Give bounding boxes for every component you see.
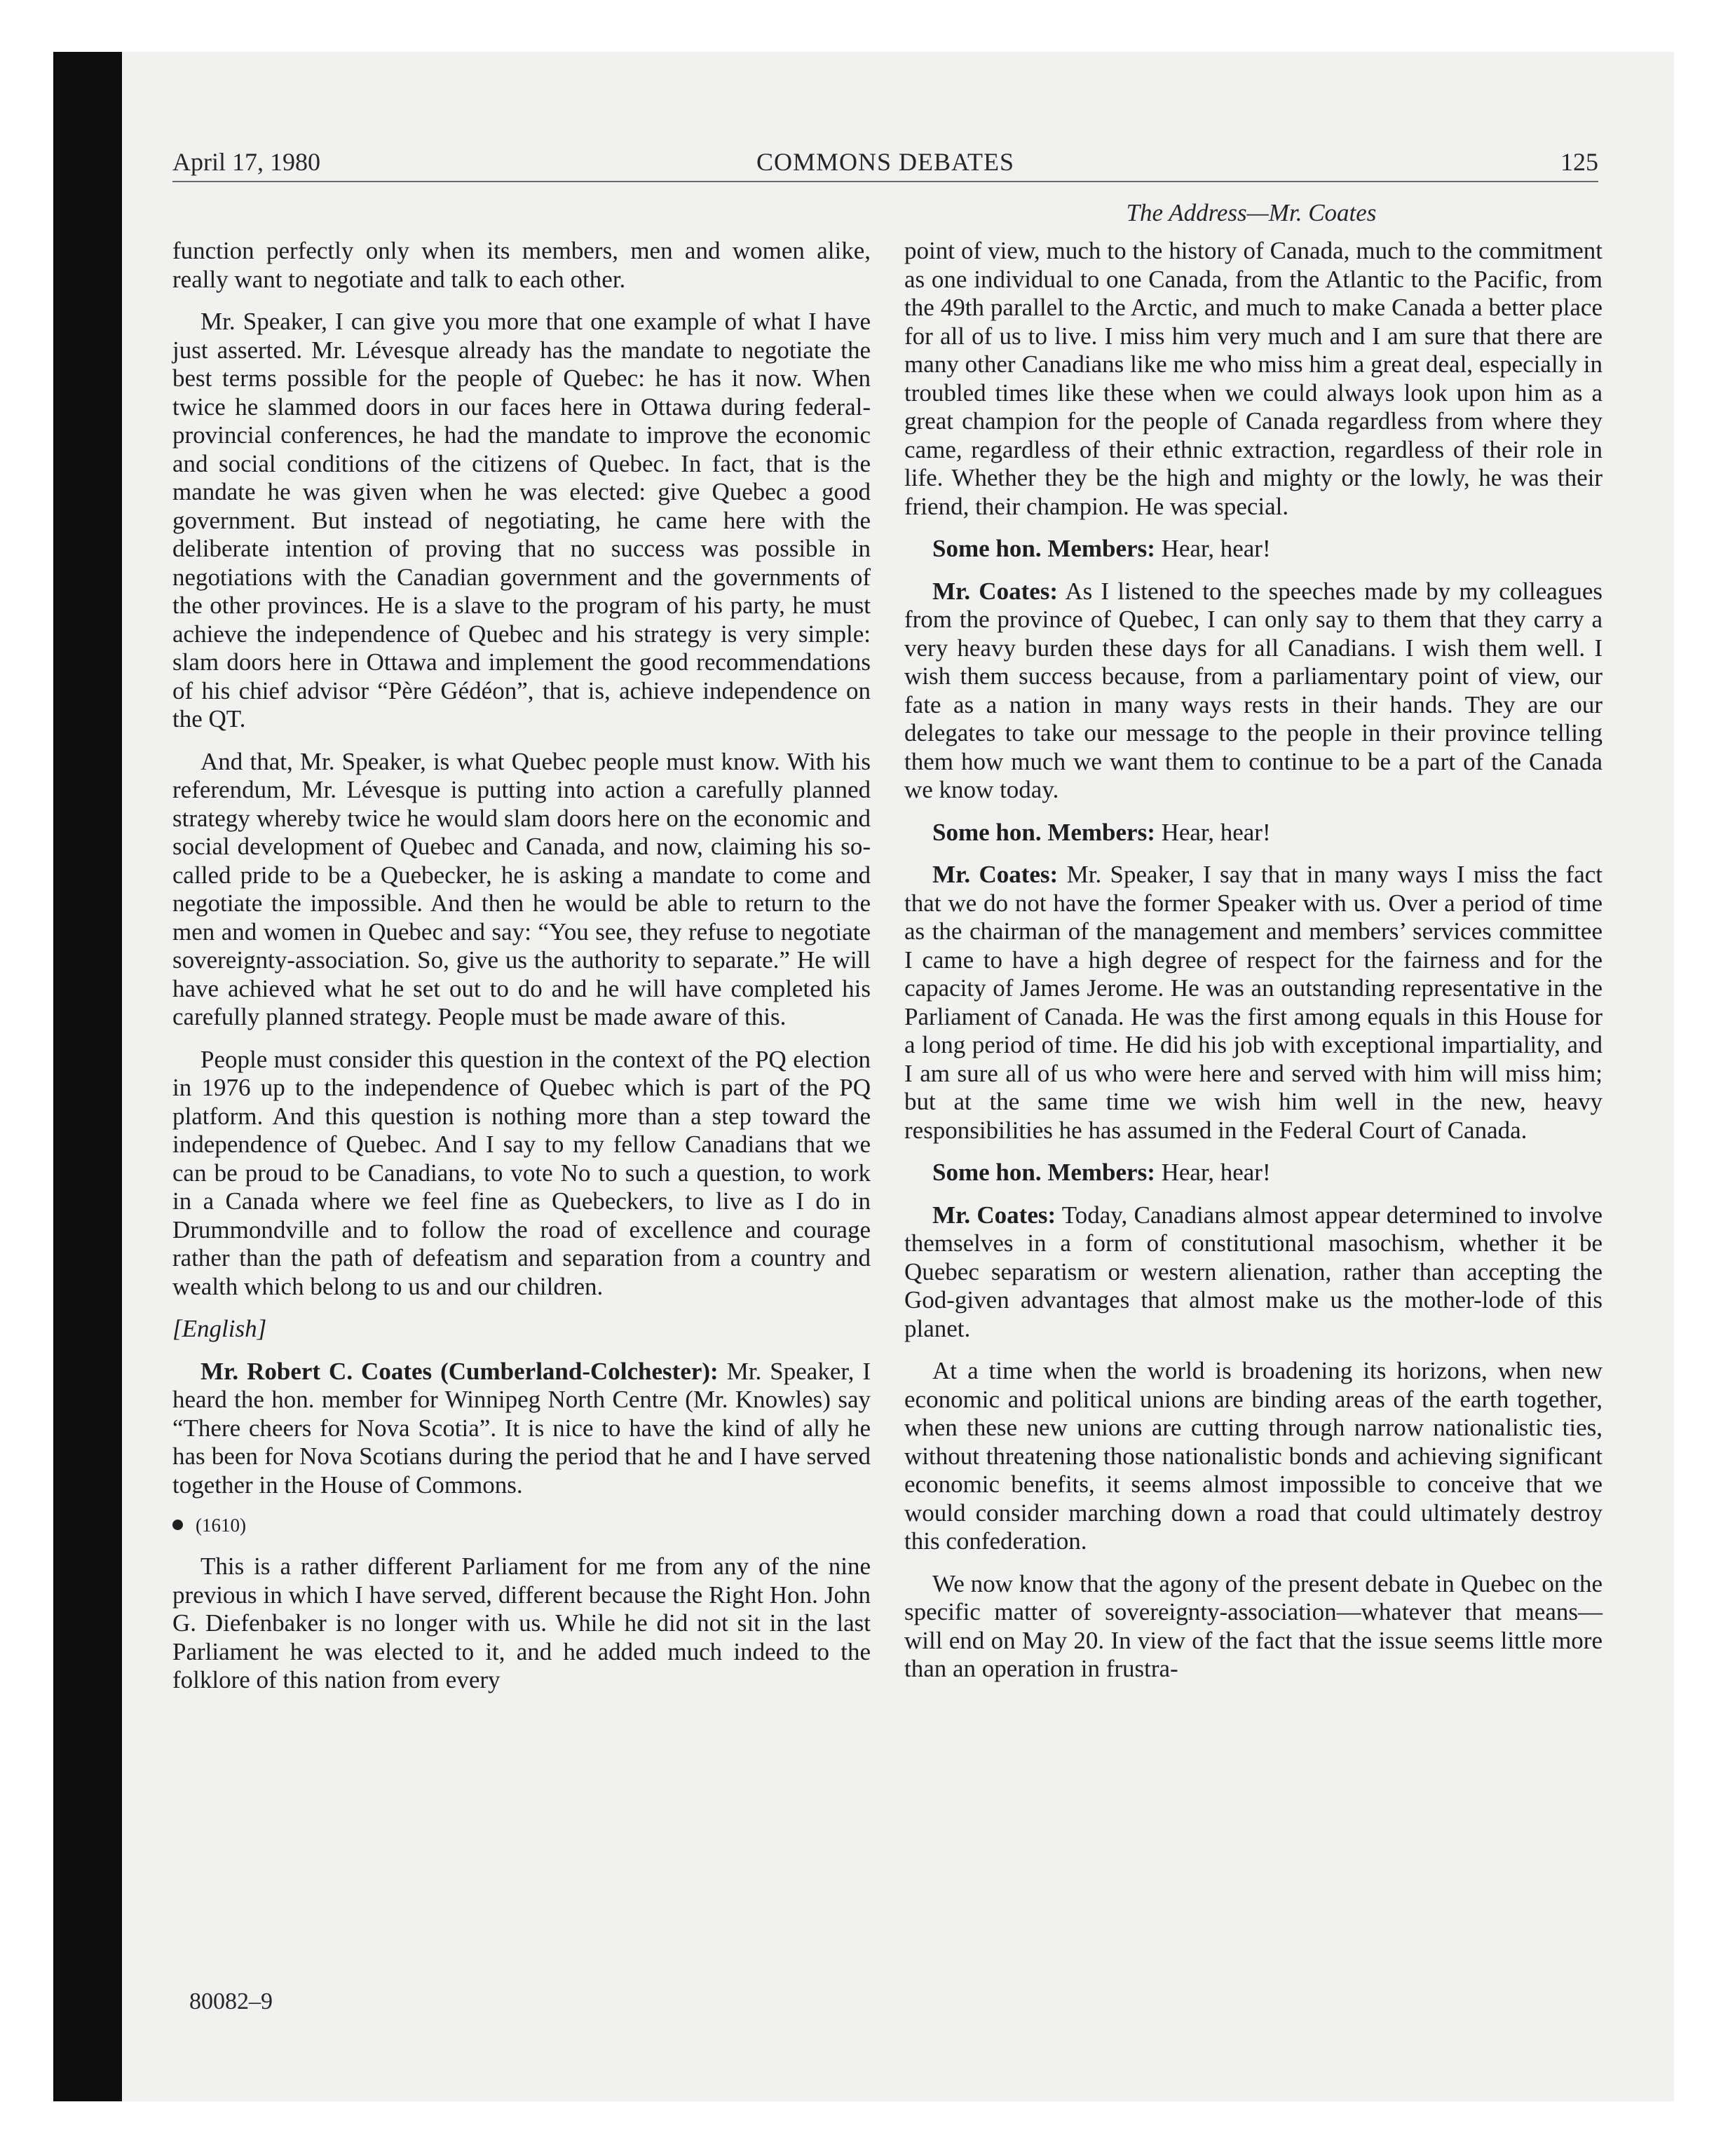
- header-page-number: 125: [1560, 148, 1598, 176]
- scan-binding-edge: [53, 52, 122, 2101]
- interjection-text: Hear, hear!: [1161, 818, 1271, 846]
- interjection: [904, 819, 1603, 847]
- bullet-icon: [172, 1520, 183, 1530]
- header-title: COMMONS DEBATES: [756, 148, 1015, 176]
- header-rule: [172, 181, 1598, 182]
- language-tag: [English]: [172, 1315, 267, 1342]
- time-marker: [172, 1513, 871, 1537]
- paragraph: function perfectly only when its members, men and women alike, really want to negotiate and talk to each other.: [172, 237, 871, 293]
- speech-text: Mr. Speaker, I heard the hon. member for Winnipeg North Centre (Mr. Knowles) say “There cheers for Nova Scotia”. It is nice to have the kind of ally he has been for Nova Scotians during the period that he and I have served together in the House of Commons.: [172, 1357, 871, 1499]
- speaker-name: Mr. Coates:: [932, 1201, 1056, 1229]
- interjection-text: Hear, hear!: [1161, 1159, 1271, 1186]
- interjection: [904, 535, 1603, 564]
- paragraph: And that, Mr. Speaker, is what Quebec people must know. With his referendum, Mr. Lévesque is putting into action a carefully planned strategy whereby twice he would slam doors here on the economic and social development of Quebec and Canada, and now, claiming his so-called pride to be a Quebecker, he is asking a mandate to come and negotiate the impossible. And then he would be able to return to the men and women in Quebec and say: “You see, they refuse to negotiate sovereignty-association. So, give us the authority to separate.” He will have achieved what he set out to do and he will have completed his carefully planned strategy. People must be made aware of this.: [172, 747, 871, 1030]
- speech-paragraph: [904, 861, 1603, 1145]
- interjection: [904, 1159, 1603, 1187]
- running-head: The Address—Mr. Coates: [1126, 199, 1377, 226]
- speech-paragraph: [172, 1358, 871, 1500]
- speaker-name: Some hon. Members:: [932, 818, 1155, 846]
- left-column: [172, 237, 871, 1709]
- speech-text: Mr. Speaker, I say that in many ways I miss the fact that we do not have the former Speaker with us. Over a period of time as the chairman of the management and members’ services committee I came to have a high degree of respect for the fairness and for the capacity of James Jerome. He was an outstanding representative in the Parliament of Canada. He was the first among equals in this House for a long period of time. He did his job with exceptional impartiality, and I am sure all of us who were here and served with him will miss him; but at the same time we wish him well in the new, heavy responsibilities he has assumed in the Federal Court of Canada.: [904, 861, 1603, 1144]
- speaker-name: Some hon. Members:: [932, 535, 1155, 562]
- time-marker-text: (1610): [196, 1515, 246, 1536]
- paragraph: We now know that the agony of the present debate in Quebec on the specific matter of sovereignty-association—whatever that means—will end on May 20. In view of the fact that the issue seems little more than an operation in frustra-: [904, 1569, 1603, 1682]
- speech-text: Today, Canadians almost appear determined to involve themselves in a form of constitutional masochism, whether it be Quebec separatism or western alienation, rather than accepting the God-given advantages that almost make us the mother-lode of this planet.: [904, 1201, 1603, 1342]
- speaker-name: Mr. Robert C. Coates (Cumberland-Colchester):: [200, 1357, 719, 1385]
- right-column: [904, 237, 1603, 1698]
- paragraph: point of view, much to the history of Canada, much to the commitment as one individual to one Canada, from the Atlantic to the Pacific, from the 49th parallel to the Arctic, and much to make Canada a better place for all of us to live. I miss him very much and I am sure that there are many other Canadians like me who miss him a great deal, especially in troubled times like these when we could always look upon him as a great champion for the people of Canada regardless from where they came, regardless of their ethnic extraction, regardless of their role in life. Whether they be the high and mighty or the lowly, he was their friend, their champion. He was special.: [904, 237, 1603, 520]
- speech-paragraph: [904, 578, 1603, 805]
- interjection-text: Hear, hear!: [1161, 535, 1271, 562]
- speaker-name: Mr. Coates:: [932, 861, 1059, 888]
- speech-text: As I listened to the speeches made by my colleagues from the province of Quebec, I can only say to them that they carry a very heavy burden these days for all Canadians. I wish them well. I wish them success because, from a parliamentary point of view, our fate as a nation in many ways rests in their hands. They are our delegates to take our message to the people in their province telling them how much we want them to continue to be a part of the Canada we know today.: [904, 577, 1603, 803]
- speech-paragraph: [904, 1201, 1603, 1344]
- paragraph: This is a rather different Parliament for me from any of the nine previous in which I have served, different because the Right Hon. John G. Diefenbaker is no longer with us. While he did not sit in the last Parliament he was elected to it, and he added much indeed to the folklore of this nation from every: [172, 1553, 871, 1693]
- paragraph: At a time when the world is broadening its horizons, when new economic and political unions are binding areas of the earth together, when these new unions are cutting through narrow nationalistic ties, without threatening those nationalistic bonds and achieving significant economic benefits, it seems almost impossible to conceive that we would consider marching down a road that could ultimately destroy this confederation.: [904, 1357, 1603, 1555]
- paragraph: People must consider this question in the context of the PQ election in 1976 up to the independence of Quebec which is part of the PQ platform. And this question is nothing more than a step toward the independence of Quebec. And I say to my fellow Canadians that we can be proud to be Canadians, to vote No to such a question, to work in a Canada where we feel fine as Quebeckers, to live as I do in Drummondville and to follow the road of excellence and courage rather than the path of defeatism and separation from a country and wealth which belong to us and our children.: [172, 1045, 871, 1300]
- footer-code: 80082–9: [189, 1988, 273, 2014]
- paragraph: Mr. Speaker, I can give you more that one example of what I have just asserted. Mr. Lévesque already has the mandate to negotiate the best terms possible for the people of Quebec: he has it now. When twice he slammed doors in our faces here in Ottawa during federal-provincial conferences, he had the mandate to improve the economic and social conditions of the citizens of Quebec. In fact, that is the mandate he was given when he was elected: give Quebec a good government. But instead of negotiating, he came here with the deliberate intention of proving that no success was possible in negotiations with the Canadian government and the governments of the other provinces. He is a slave to the program of his party, he must achieve the independence of Quebec and his strategy is very simple: slam doors here in Ottawa and implement the good recommendations of his chief advisor “Père Gédéon”, that is, achieve independence on the QT.: [172, 308, 871, 732]
- header-date: April 17, 1980: [172, 148, 320, 176]
- speaker-name: Mr. Coates:: [932, 577, 1059, 605]
- speaker-name: Some hon. Members:: [932, 1159, 1155, 1186]
- page-header: [172, 144, 1598, 179]
